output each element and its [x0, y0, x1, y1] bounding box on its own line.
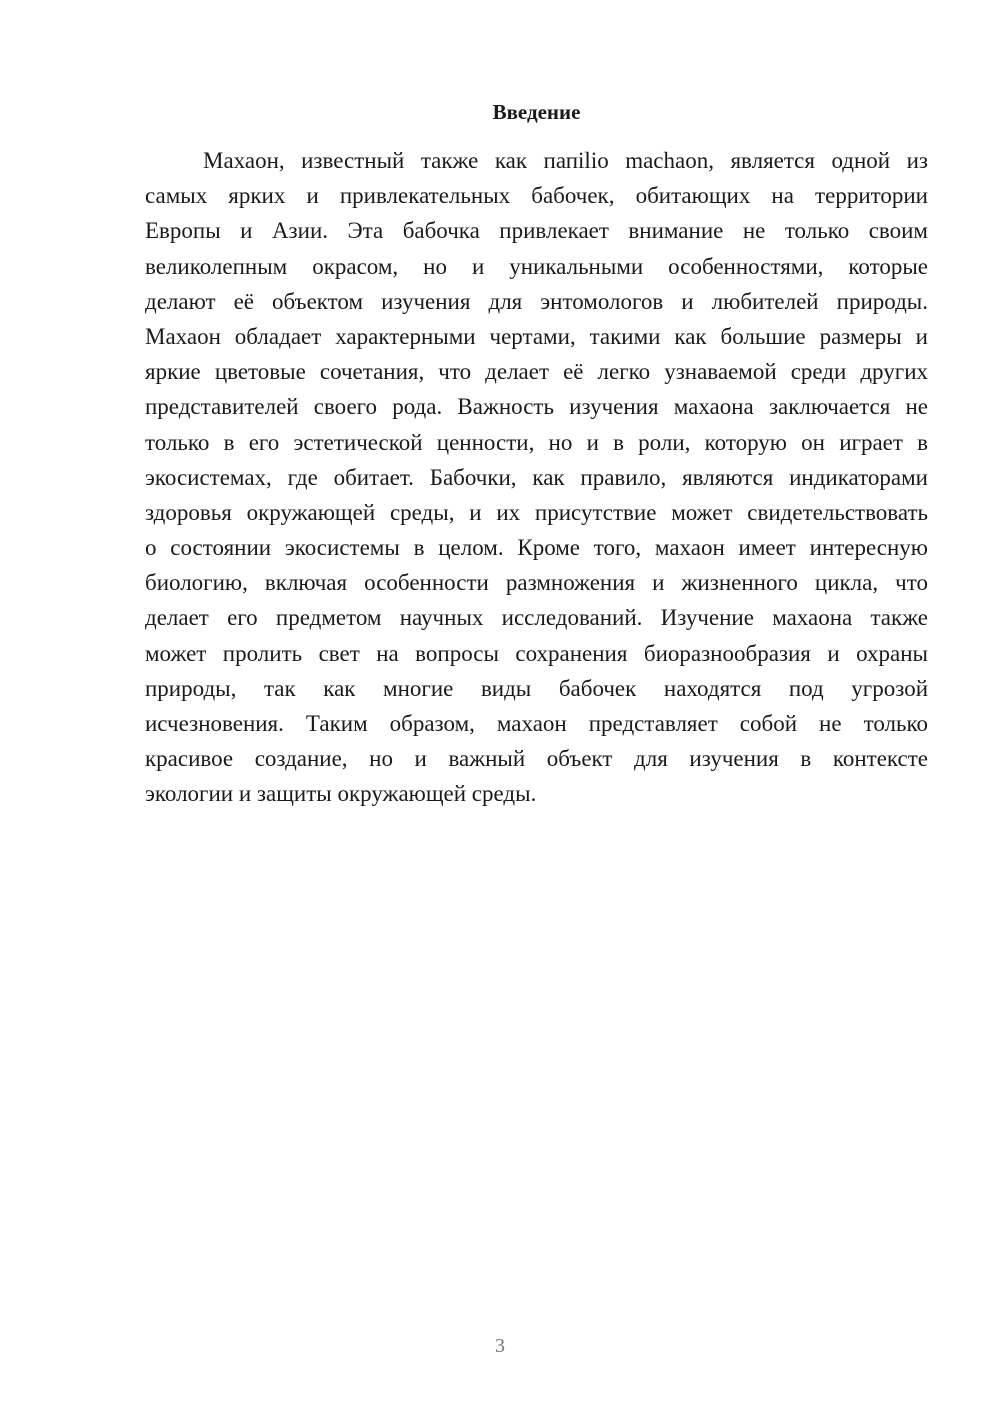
paragraph-line: делает его предметом научных исследований. Изучение махаона также — [145, 605, 928, 631]
body-paragraph — [145, 143, 928, 812]
paragraph-line: только в его эстетической ценности, но и в роли, которую он играет в — [145, 429, 928, 455]
paragraph-line: биологию, включая особенности размножения и жизненного цикла, что — [145, 570, 928, 596]
paragraph-line: здоровья окружающей среды, и их присутствие может свидетельствовать — [145, 499, 928, 525]
paragraph-line: великолепным окрасом, но и уникальными особенностями, которые — [145, 253, 928, 279]
paragraph-line: делают её объектом изучения для энтомологов и любителей природы. — [145, 288, 928, 314]
paragraph-line: экологии и защиты окружающей среды. — [145, 781, 537, 807]
paragraph-line: самых ярких и привлекательных бабочек, обитающих на территории — [145, 183, 928, 209]
paragraph-line: яркие цветовые сочетания, что делает её легко узнаваемой среди других — [145, 359, 928, 385]
paragraph-line: представителей своего рода. Важность изучения махаона заключается не — [145, 394, 928, 420]
paragraph-line: Махаон обладает характерными чертами, такими как большие размеры и — [145, 323, 928, 349]
section-heading: Введение — [492, 100, 581, 124]
page-number: 3 — [495, 1335, 505, 1357]
paragraph-line: Махаон, известный также как папilio machaon, является одной из — [203, 148, 928, 173]
paragraph-line: исчезновения. Таким образом, махаон представляет собой не только — [145, 711, 928, 736]
paragraph-line: природы, так как многие виды бабочек находятся под угрозой — [145, 675, 928, 701]
paragraph-line: экосистемах, где обитает. Бабочки, как правило, являются индикаторами — [145, 464, 928, 490]
paragraph-line: может пролить свет на вопросы сохранения биоразнообразия и охраны — [145, 640, 928, 666]
paragraph-line: Европы и Азии. Эта бабочка привлекает внимание не только своим — [145, 218, 928, 244]
paragraph-line: красивое создание, но и важный объект для изучения в контексте — [145, 746, 928, 772]
paragraph-line: о состоянии экосистемы в целом. Кроме того, махаон имеет интересную — [145, 535, 928, 561]
